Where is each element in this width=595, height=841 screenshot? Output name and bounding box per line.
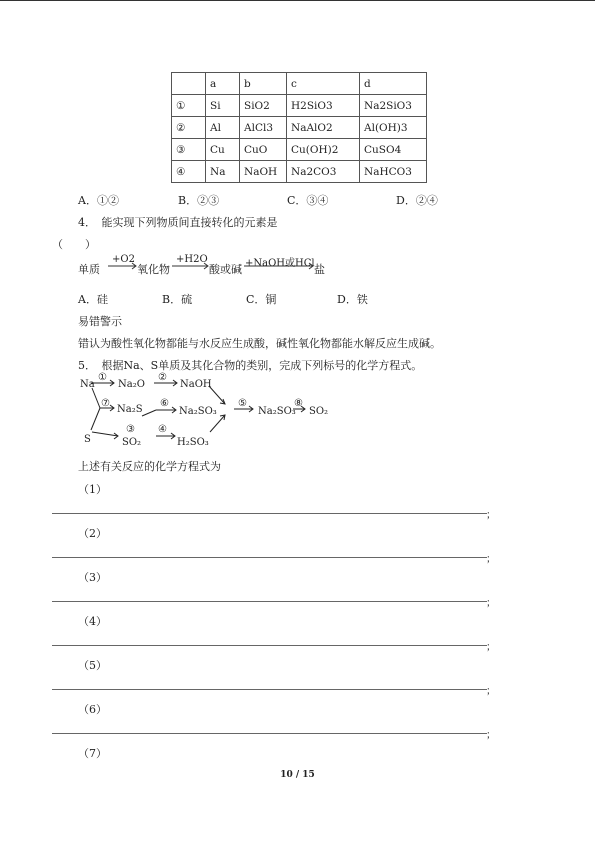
node-na2so3-left: Na₂SO₃	[179, 406, 217, 417]
warning-text: 错认为酸性氧化物都能与水反应生成酸，碱性氧化物都能水解反应生成碱。	[78, 337, 441, 350]
top-rule	[0, 0, 595, 1]
node-h2so3: H₂SO₃	[177, 437, 209, 448]
answer-semicolon-2: ；	[486, 554, 496, 565]
chain-reagent-1: +O2	[112, 254, 135, 265]
q5-stem: 5． 根据Na、S单质及其化合物的类别，完成下列标号的化学方程式。	[78, 359, 423, 372]
answer-label-4: （4）	[78, 615, 107, 628]
table-cell: Na	[206, 161, 240, 183]
table-cell	[172, 73, 206, 95]
node-na: Na	[80, 379, 95, 390]
label-3: ③	[126, 424, 135, 435]
q4-option-c: C．铜	[246, 293, 277, 306]
chain-mid-1: 氧化物	[137, 263, 170, 276]
table-cell: ①	[172, 95, 206, 117]
answer-semicolon-5: ；	[486, 686, 496, 697]
chain-arrows	[100, 260, 315, 270]
q4-option-d: D．铁	[337, 293, 368, 306]
table-cell: NaHCO3	[360, 161, 427, 183]
node-s: S	[84, 434, 91, 445]
q4-stem: 4． 能实现下列物质间直接转化的元素是	[78, 216, 278, 229]
answer-semicolon-6: ；	[486, 730, 496, 741]
q3-option-a: A．①②	[78, 194, 119, 207]
q3-option-d: D．②④	[396, 194, 438, 207]
table-cell: CuSO4	[360, 139, 427, 161]
answer-label-2: （2）	[78, 527, 107, 540]
answer-label-6: （6）	[78, 703, 107, 716]
table-cell: CuO	[240, 139, 287, 161]
table-cell: a	[206, 73, 240, 95]
table-cell: d	[360, 73, 427, 95]
table-row	[172, 139, 427, 161]
label-5: ⑤	[238, 398, 247, 409]
q4-option-a: A．硅	[78, 293, 108, 306]
answer-label-7: （7）	[78, 747, 107, 760]
answer-label-3: （3）	[78, 571, 107, 584]
reaction-diagram	[70, 370, 370, 450]
chain-reagent-2: +H2O	[176, 254, 208, 265]
table-cell: AlCl3	[240, 117, 287, 139]
answer-semicolon-3: ；	[486, 598, 496, 609]
node-na2so3-right: Na₂SO₃	[258, 406, 296, 417]
table-cell: Cu(OH)2	[287, 139, 360, 161]
q4-paren: （ ）	[52, 238, 96, 251]
q4-option-b: B．硫	[162, 293, 193, 306]
table-cell: Cu	[206, 139, 240, 161]
table-cell: NaAlO2	[287, 117, 360, 139]
q3-option-b: B．②③	[178, 194, 220, 207]
table-row	[172, 117, 427, 139]
table-row	[172, 161, 427, 183]
table-cell: H2SiO3	[287, 95, 360, 117]
label-8: ⑧	[294, 398, 303, 409]
node-so2: SO₂	[122, 437, 142, 448]
substance-table	[171, 72, 427, 183]
table-cell: Si	[206, 95, 240, 117]
table-row	[172, 95, 427, 117]
chain-end: 盐	[314, 263, 325, 276]
label-2: ②	[158, 372, 167, 383]
table-cell: Al	[206, 117, 240, 139]
table-cell: Al(OH)3	[360, 117, 427, 139]
answer-semicolon-1: ；	[486, 510, 496, 521]
answer-semicolon-4: ；	[486, 642, 496, 653]
answer-line-6	[52, 733, 487, 734]
node-na2o: Na₂O	[118, 379, 145, 390]
label-4: ④	[158, 424, 167, 435]
table-cell: NaOH	[240, 161, 287, 183]
table-cell: ③	[172, 139, 206, 161]
node-so2-end: SO₂	[309, 406, 329, 417]
answer-line-3	[52, 601, 487, 602]
label-7: ⑦	[101, 398, 110, 409]
answer-line-1	[52, 513, 487, 514]
warning-title: 易错警示	[78, 315, 122, 328]
page-number: 10 / 15	[280, 770, 315, 780]
table-cell: SiO2	[240, 95, 287, 117]
chain-reagent-3: +NaOH或HCl	[245, 258, 315, 269]
table-cell: Na2SiO3	[360, 95, 427, 117]
table-cell: Na2CO3	[287, 161, 360, 183]
label-1: ①	[98, 372, 107, 383]
table-cell: ④	[172, 161, 206, 183]
answer-label-1: （1）	[78, 483, 107, 496]
node-na2s: Na₂S	[117, 404, 143, 415]
table-cell: b	[240, 73, 287, 95]
answer-line-4	[52, 645, 487, 646]
table-cell: ②	[172, 117, 206, 139]
table-header-row	[172, 73, 427, 95]
chain-start: 单质	[78, 263, 100, 276]
table-cell: c	[287, 73, 360, 95]
answer-line-5	[52, 689, 487, 690]
label-6: ⑥	[160, 398, 169, 409]
answer-line-2	[52, 557, 487, 558]
chain-mid-2: 酸或碱	[209, 263, 242, 276]
q5-intro: 上述有关反应的化学方程式为	[78, 460, 221, 473]
q3-option-c: C．③④	[287, 194, 329, 207]
answer-label-5: （5）	[78, 659, 107, 672]
node-naoh: NaOH	[180, 379, 212, 390]
